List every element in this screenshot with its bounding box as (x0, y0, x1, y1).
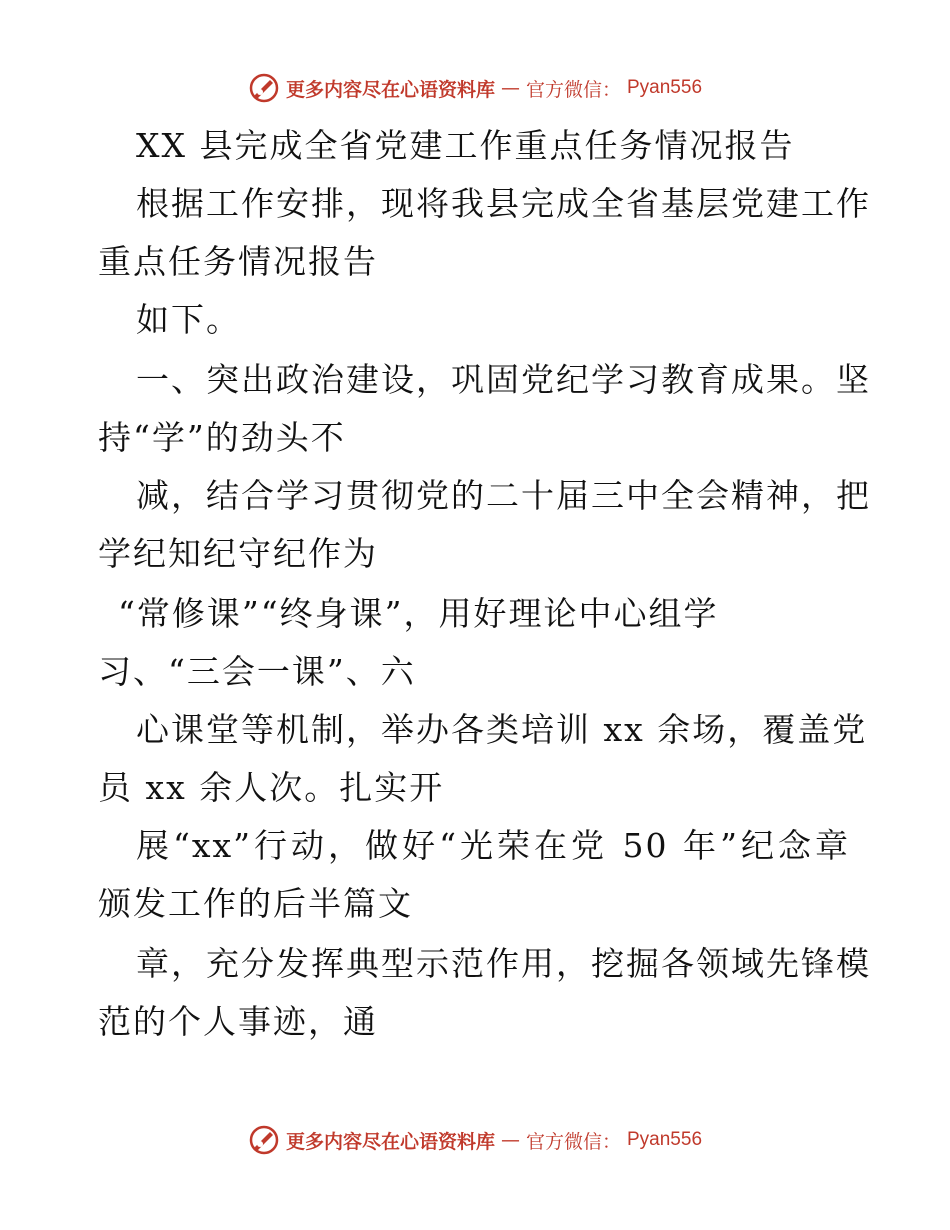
watermark-header (0, 72, 950, 104)
watermark-id: Pyan556 (627, 77, 703, 98)
pen-logo-icon (248, 1124, 280, 1156)
body-line-2: 重点任务情况报告 (98, 242, 378, 281)
body-line-14: 章，充分发挥典型示范作用，挖掘各领域先锋模 (136, 944, 871, 983)
body-line-12: 展“xx”行动，做好“光荣在党 50 年”纪念章 (136, 826, 850, 865)
body-line-4: 一、突出政治建设，巩固党纪学习教育成果。坚 (136, 360, 871, 399)
body-line-6: 减，结合学习贯彻党的二十届三中全会精神，把 (136, 476, 871, 515)
watermark-text: 更多内容尽在心语资料库 (285, 1130, 495, 1153)
watermark-footer (0, 1124, 950, 1156)
body-line-10: 心课堂等机制，举办各类培训 xx 余场，覆盖党 (136, 710, 868, 749)
watermark-dash: — (500, 77, 520, 99)
body-line-13: 颁发工作的后半篇文 (98, 884, 413, 923)
watermark-text: 更多内容尽在心语资料库 (285, 78, 495, 101)
body-line-1: 根据工作安排，现将我县完成全省基层党建工作 (136, 184, 871, 223)
body-line-9: 习、“三会一课”、六 (98, 652, 416, 691)
watermark-label: 官方微信： (525, 78, 621, 101)
body-line-3: 如下。 (136, 300, 241, 339)
document-title: XX 县完成全省党建工作重点任务情况报告 (136, 126, 795, 165)
watermark-dash: — (500, 1129, 520, 1151)
body-line-11: 员 xx 余人次。扎实开 (98, 768, 445, 807)
body-line-5: 持“学”的劲头不 (98, 418, 346, 457)
body-line-7: 学纪知纪守纪作为 (98, 534, 378, 573)
watermark-id: Pyan556 (627, 1129, 703, 1150)
body-line-8: “常修课”“终身课”，用好理论中心组学 (118, 594, 719, 633)
watermark-label: 官方微信： (525, 1130, 621, 1153)
pen-logo-icon (248, 72, 280, 104)
body-line-15: 范的个人事迹，通 (98, 1002, 378, 1041)
